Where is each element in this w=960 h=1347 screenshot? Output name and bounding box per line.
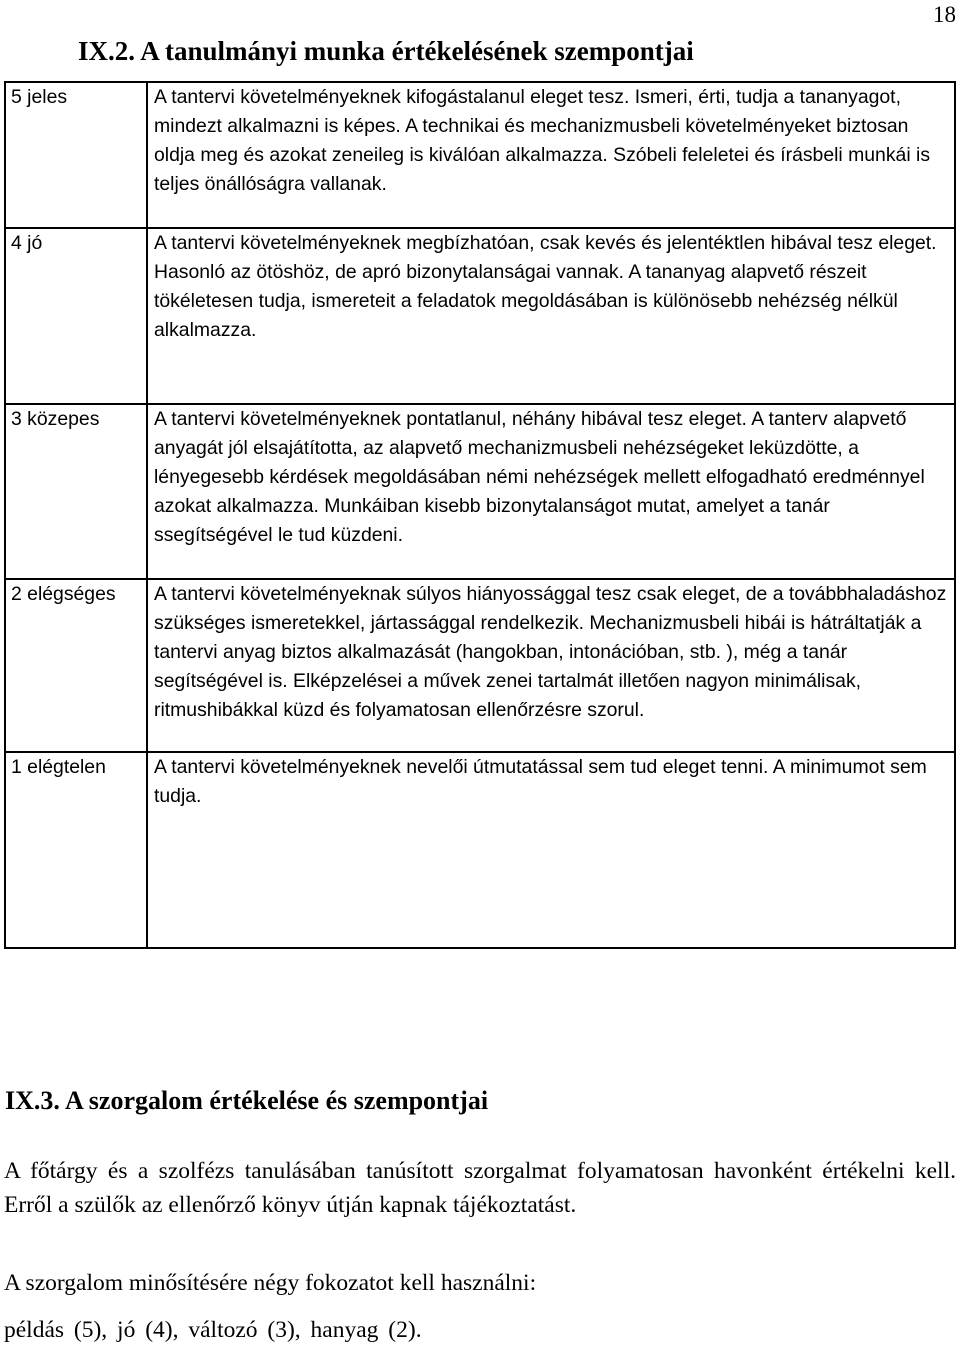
table-row-grade-4 bbox=[5, 228, 955, 404]
grade-label: 2 elégséges bbox=[5, 579, 147, 752]
diligence-levels-intro: A szorgalom minősítésére négy fokozatot kell használni: bbox=[4, 1270, 537, 1296]
grade-label: 1 elégtelen bbox=[5, 752, 147, 948]
grade-description: A tantervi követelményeknek pontatlanul, néhány hibával tesz eleget. A tanterv alapvető anyagát jól elsajátította, az alapvető mechanizmusbeli nehézségeket leküzdötte, a lényegesebb kérdések megoldásában némi nehézségek mellett elfogadható eredménnyel azokat alkalmazza. Munkáiban kisebb bizonytalanságot mutat, amelyet a tanár ssegítségével le tud küzdeni. bbox=[147, 404, 955, 579]
table-row-grade-2 bbox=[5, 579, 955, 752]
grade-label: 3 közepes bbox=[5, 404, 147, 579]
section-title-study-evaluation: IX.2. A tanulmányi munka értékelésének szempontjai bbox=[78, 36, 694, 66]
table-row-grade-5 bbox=[5, 82, 955, 228]
grade-description: A tantervi követelményeknek nevelői útmutatással sem tud eleget tenni. A minimumot sem tudja. bbox=[147, 752, 955, 948]
grade-label: 5 jeles bbox=[5, 82, 147, 228]
grading-criteria-table bbox=[4, 81, 956, 949]
grade-label: 4 jó bbox=[5, 228, 147, 404]
diligence-levels-list: példás (5), jó (4), változó (3), hanyag (2). bbox=[4, 1317, 422, 1343]
page-number: 18 bbox=[933, 2, 956, 27]
table-row-grade-1 bbox=[5, 752, 955, 948]
table-row-grade-3 bbox=[5, 404, 955, 579]
diligence-paragraph: A főtárgy és a szolfézs tanulásában tanúsított szorgalmat folyamatosan havonként értékelni kell. Erről a szülők az ellenőrző könyv útján kapnak tájékoztatást. bbox=[4, 1158, 956, 1218]
grade-description: A tantervi követelményeknek kifogástalanul eleget tesz. Ismeri, érti, tudja a tananyagot, mindezt alkalmazni is képes. A technikai és mechanizmusbeli követelményeket biztosan oldja meg és azokat zeneileg is kiválóan alkalmazza. Szóbeli feleletei és írásbeli munkái is teljes önállóságra vallanak. bbox=[147, 82, 955, 228]
grade-description: A tantervi követelményeknak súlyos hiányossággal tesz csak eleget, de a továbbhaladáshoz szükséges ismeretekkel, jártassággal rendelkezik. Mechanizmusbeli hibái is hátráltatják a tantervi anyag biztos alkalmazását (hangokban, intonációban, stb. ), még a tanár segítségével is. Elképzelései a művek zenei tartalmát illetően nagyon minimálisak, ritmushibákkal küzd és folyamatosan ellenőrzésre szorul. bbox=[147, 579, 955, 752]
section-title-diligence-evaluation: IX.3. A szorgalom értékelése és szempontjai bbox=[5, 1086, 489, 1115]
grade-description: A tantervi követelményeknek megbízhatóan, csak kevés és jelentéktlen hibával tesz eleget. Hasonló az ötöshöz, de apró bizonytalanságai vannak. A tananyag alapvető részeit tökéletesen tudja, ismereteit a feladatok megoldásában is különösebb nehézség nélkül alkalmazza. bbox=[147, 228, 955, 404]
